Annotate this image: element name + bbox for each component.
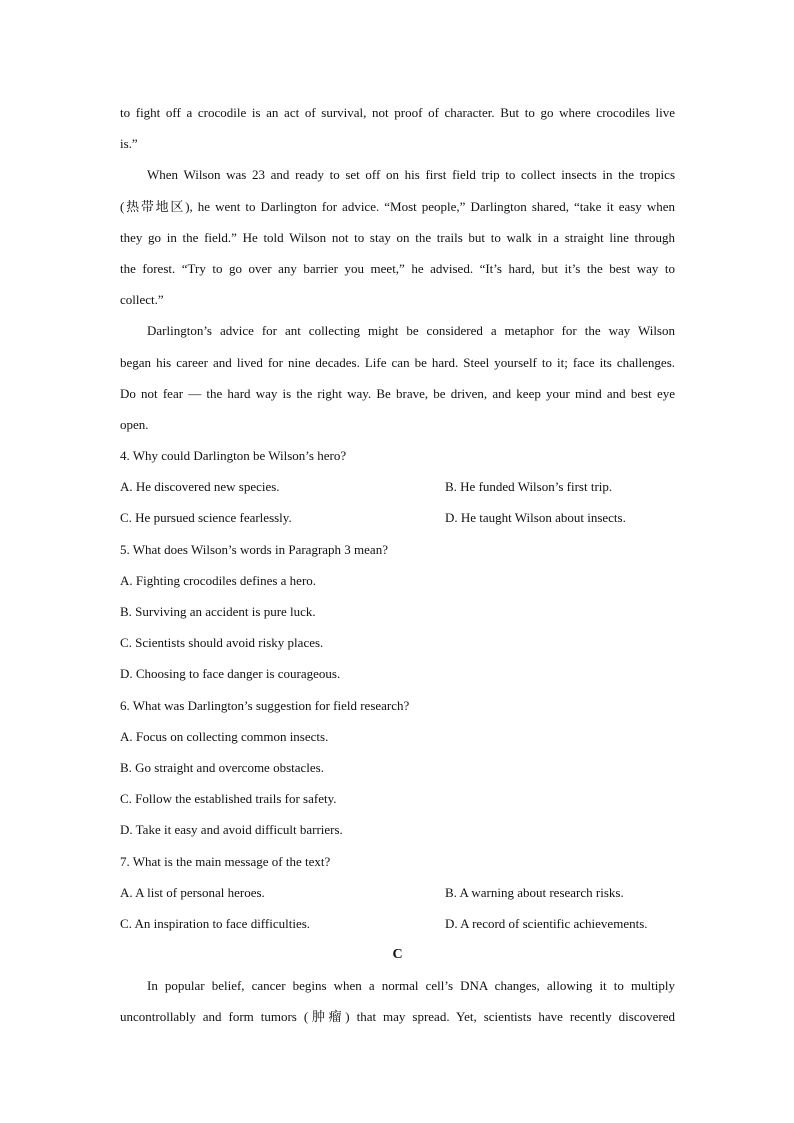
option-d: D. Take it easy and avoid difficult barriers. [120,822,343,838]
option-c: C. An inspiration to face difficulties. [120,915,311,931]
option-d: D. He taught Wilson about insects. [445,510,626,526]
option-c: C. Scientists should avoid risky places. [120,635,324,651]
paragraph-line: open. [120,416,149,432]
option-a: A. He discovered new species. [120,479,280,495]
option-d: D. A record of scientific achievements. [445,915,648,931]
option-a: A. Focus on collecting common insects. [120,728,329,744]
question-stem: 5. What does Wilson’s words in Paragraph 3 mean? [120,541,388,557]
option-a: A. Fighting crocodiles defines a hero. [120,572,317,588]
paragraph-line: Darlington’s advice for ant collecting might be considered a metaphor for the way Wilson [147,323,675,339]
question-stem: 4. Why could Darlington be Wilson’s hero? [120,448,347,464]
option-b: B. He funded Wilson’s first trip. [445,479,613,495]
option-row [120,877,675,908]
paragraph-line: to fight off a crocodile is an act of survival, not proof of character. But to go where crocodiles live [120,105,675,120]
section-heading: C [392,947,403,963]
option-b: B. Go straight and overcome obstacles. [120,759,324,775]
paragraph-line: In popular belief, cancer begins when a normal cell’s DNA changes, allowing it to multiply [147,978,675,994]
option-row [120,471,675,502]
paragraph-line: uncontrollably and form tumors (肿瘤) that may spread. Yet, scientists have recently discovered [120,1009,675,1025]
paragraph-line: the forest. “Try to go over any barrier you meet,” he advised. “It’s hard, but it’s the best way to [120,260,675,276]
option-c: C. Follow the established trails for safety. [120,791,337,807]
option-c: C. He pursued science fearlessly. [120,510,292,526]
paragraph-line: they go in the field.” He told Wilson not to stay on the trails but to walk in a straight line through [120,229,675,245]
question-stem: 6. What was Darlington’s suggestion for field research? [120,697,410,713]
paragraph-line: Do not fear — the hard way is the right way. Be brave, be driven, and keep your mind and best eye [120,385,675,401]
question-stem: 7. What is the main message of the text? [120,853,331,869]
option-a: A. A list of personal heroes. [120,884,265,900]
paragraph-line: began his career and lived for nine decades. Life can be hard. Steel yourself to it; face its challenges. [120,354,675,370]
option-row [120,502,675,533]
paragraph-line: is.” [120,136,138,152]
paragraph-line: When Wilson was 23 and ready to set off on his first field trip to collect insects in the tropics [147,167,675,183]
paragraph-line: collect.” [120,292,164,308]
option-row [120,908,675,939]
option-d: D. Choosing to face danger is courageous. [120,666,341,682]
page-content [120,97,675,1033]
option-b: B. A warning about research risks. [445,884,624,900]
paragraph-line: (热带地区), he went to Darlington for advice. “Most people,” Darlington shared, “take it easy when [120,198,675,214]
option-b: B. Surviving an accident is pure luck. [120,604,316,619]
